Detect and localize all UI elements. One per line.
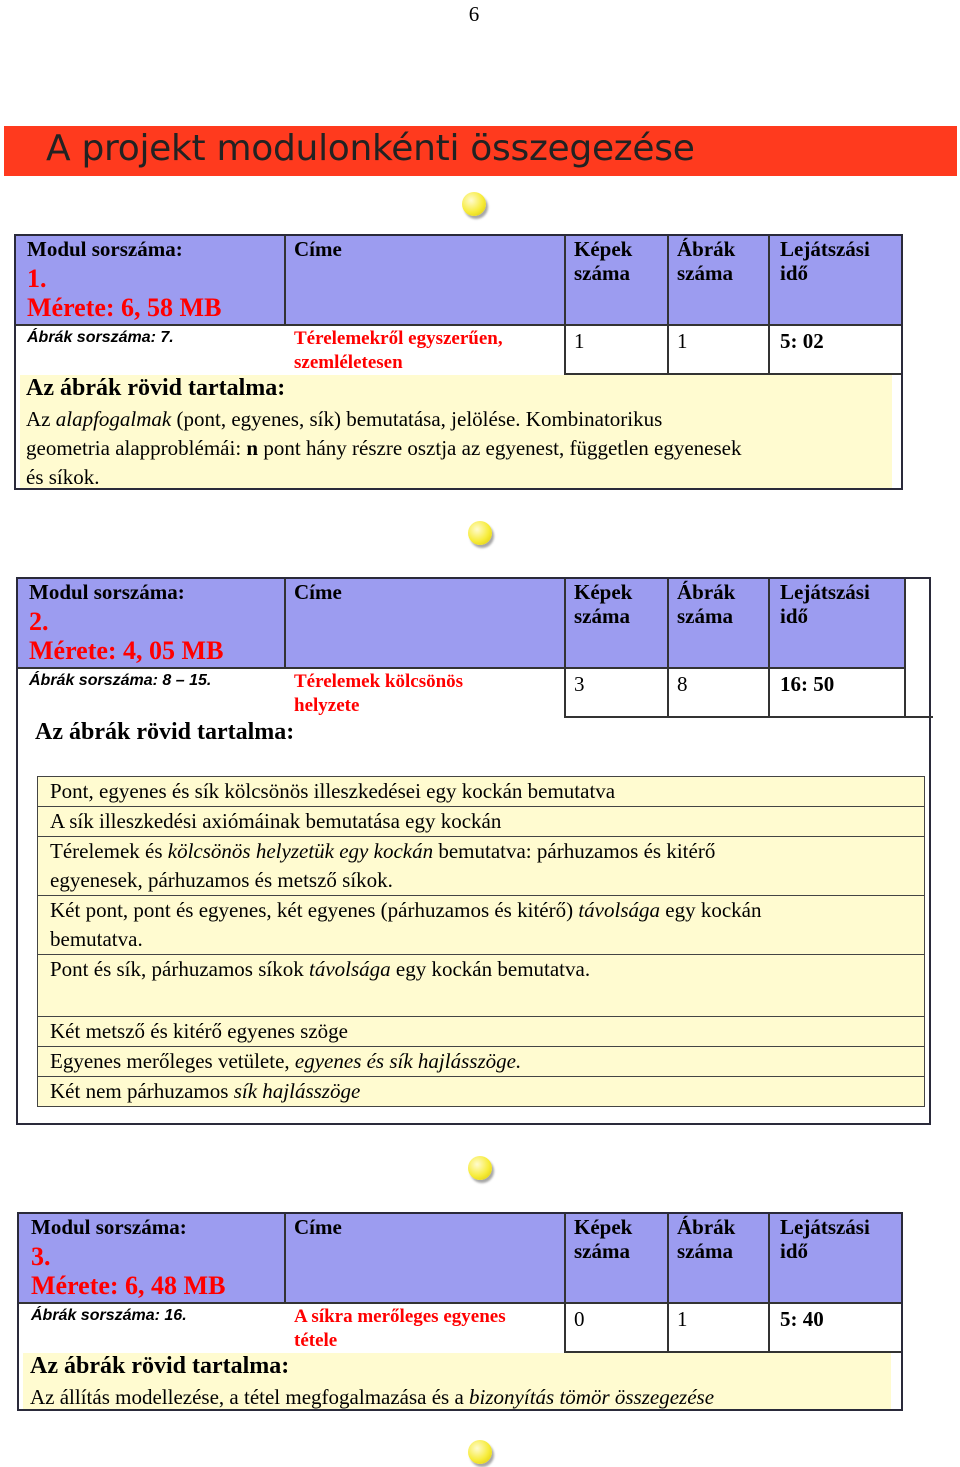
title-header: Címe [294,1215,342,1239]
figures-header: Ábrák száma [677,580,736,628]
module-size: Mérete: 6, 58 MB [27,293,222,322]
bullet-icon [468,1440,492,1464]
images-count: 3 [574,672,585,696]
summary-line: Az állítás modellezése, a tétel megfogalmazása és a bizonyítás tömör összegezése [30,1385,715,1409]
title-header: Címe [294,580,342,604]
module-title: Térelemek kölcsönös helyzete [294,671,464,716]
figures-header: Ábrák száma [677,1215,736,1263]
summary-heading: Az ábrák rövid tartalma: [35,719,295,745]
summary-line: és síkok. [26,465,100,489]
figures-range: Ábrák sorszáma: 8 – 15. [29,672,212,689]
summary-row: Egyenes merőleges vetülete, egyenes és sík hajlásszöge. [37,1046,925,1077]
figures-range: Ábrák sorszáma: 7. [27,329,174,346]
module-title: A síkra merőleges egyenes tétele [294,1306,506,1351]
duration-header: Lejátszási idő [780,580,870,628]
summary-row: Pont és sík, párhuzamos síkok távolsága egy kockán bemutatva. [37,954,925,1017]
bullet-icon [462,192,486,216]
duration-value: 5: 02 [780,329,824,353]
module-number-label: Modul sorszáma: [31,1215,187,1239]
summary-row: Térelemek és kölcsönös helyzetük egy kockán bemutatva: párhuzamos és kitérő egyenesek, párhuzamos és metsző síkok. [37,836,925,896]
module-number: 1. [27,264,47,293]
duration-header: Lejátszási idő [780,237,870,285]
summary-heading: Az ábrák rövid tartalma: [30,1353,290,1379]
banner-title: A projekt modulonkénti összegezése [46,128,695,169]
module-size: Mérete: 6, 48 MB [31,1271,226,1300]
figures-count: 8 [677,672,688,696]
module-number-label: Modul sorszáma: [29,580,185,604]
figures-range: Ábrák sorszáma: 16. [31,1307,187,1324]
duration-header: Lejátszási idő [780,1215,870,1263]
images-count: 0 [574,1307,585,1331]
images-header: Képek száma [574,1215,633,1263]
summary-area [23,1353,891,1409]
summary-line: geometria alapproblémái: n pont hány részre osztja az egyenest, független egyenesek [26,436,742,460]
module-number: 2. [29,607,49,636]
summary-row: Két pont, pont és egyenes, két egyenes (párhuzamos és kitérő) távolsága egy kockán bemutatva. [37,895,925,955]
duration-value: 5: 40 [780,1307,824,1331]
bullet-icon [468,1156,492,1180]
module-number-label: Modul sorszáma: [27,237,183,261]
module-size: Mérete: 4, 05 MB [29,636,224,665]
summary-row: Pont, egyenes és sík kölcsönös illeszkedései egy kockán bemutatva [37,776,925,807]
summary-line: Az alapfogalmak (pont, egyenes, sík) bemutatása, jelölése. Kombinatorikus [26,407,663,431]
figures-count: 1 [677,1307,688,1331]
module-1-table [14,234,903,490]
module-title: Térelemekről egyszerűen, szemléletesen [294,328,503,373]
images-header: Képek száma [574,237,633,285]
images-count: 1 [574,329,585,353]
title-header: Címe [294,237,342,261]
images-header: Képek száma [574,580,633,628]
summary-row: Két nem párhuzamos sík hajlásszöge [37,1076,925,1107]
page-number: 6 [468,2,480,26]
module-3-table [17,1212,903,1411]
summary-row: Két metsző és kitérő egyenes szöge [37,1016,925,1047]
banner [4,126,957,176]
bullet-icon [468,521,492,545]
summary-area [20,375,892,488]
figures-count: 1 [677,329,688,353]
figures-header: Ábrák száma [677,237,736,285]
summary-heading: Az ábrák rövid tartalma: [26,375,286,401]
summary-row: A sík illeszkedési axiómáinak bemutatása egy kockán [37,806,925,837]
duration-value: 16: 50 [780,672,835,696]
module-number: 3. [31,1242,51,1271]
